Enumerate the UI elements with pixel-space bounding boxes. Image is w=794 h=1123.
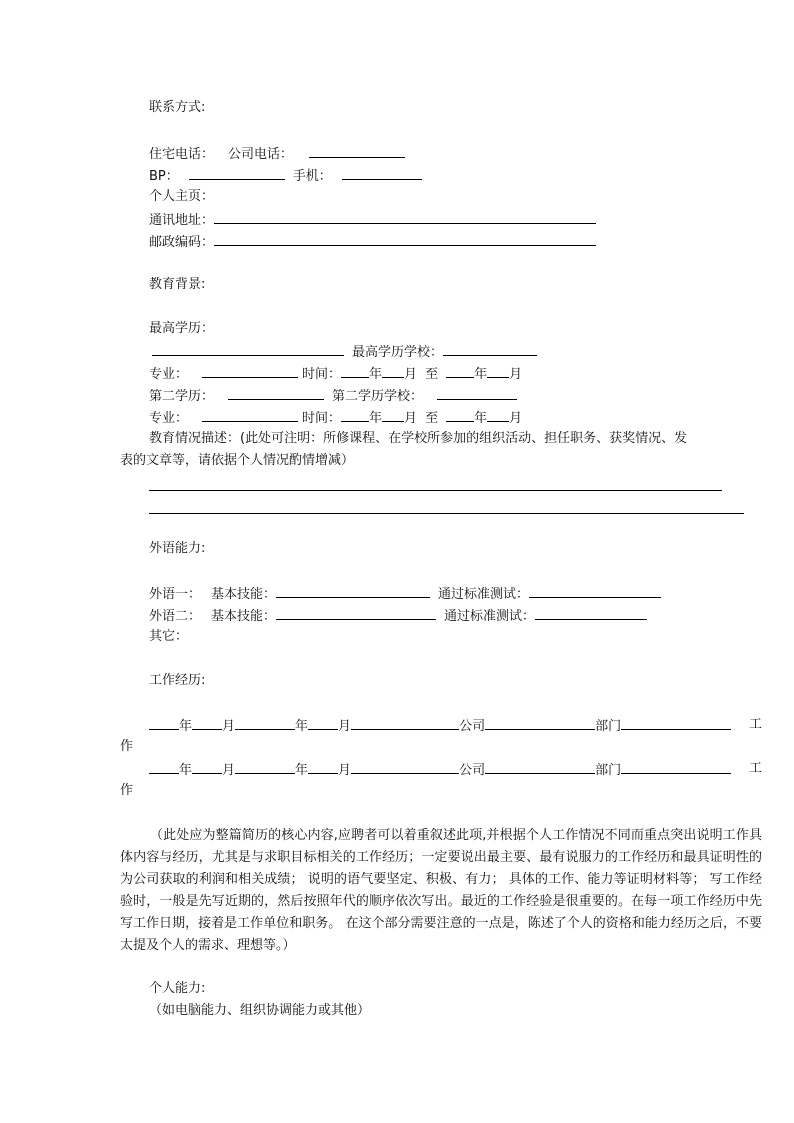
- education-desc-rule-2[interactable]: [149, 513, 744, 514]
- work-title-field[interactable]: [621, 717, 731, 730]
- test-label: 通过标准测试：: [438, 587, 530, 602]
- work-start-month-field[interactable]: [192, 761, 222, 774]
- second-degree-label: 第二学历：: [149, 389, 215, 404]
- to-label: 至: [425, 411, 439, 426]
- home-phone-label: 住宅电话：: [149, 147, 215, 162]
- year-label: 年: [474, 367, 488, 382]
- lang1-basic-field[interactable]: [276, 585, 430, 598]
- major-label: 专业：: [149, 411, 189, 426]
- work-company-field[interactable]: [351, 761, 459, 774]
- work-label-2a: 工: [749, 761, 763, 776]
- language-row-1: [149, 585, 661, 603]
- year-label: 年: [295, 763, 309, 778]
- basic-skill-label: 基本技能：: [211, 587, 277, 602]
- lang2-test-field[interactable]: [535, 607, 647, 620]
- work-end-year-field[interactable]: [265, 717, 295, 730]
- end-month-field[interactable]: [487, 409, 509, 422]
- work-end-month-field[interactable]: [308, 717, 338, 730]
- month-label: 月: [338, 719, 352, 734]
- company-phone-field[interactable]: [309, 145, 405, 158]
- work-dept-field[interactable]: [485, 761, 595, 774]
- highest-degree-field[interactable]: [152, 343, 344, 356]
- education-desc-line2: 表的文章等，请依据个人情况酌情增减）: [120, 453, 355, 468]
- postcode-field[interactable]: [214, 233, 596, 246]
- major-row-1: [149, 365, 522, 383]
- address-field[interactable]: [214, 211, 596, 224]
- highest-degree-label: 最高学历：: [149, 321, 215, 336]
- contact-heading: 联系方式:: [149, 100, 206, 115]
- company-phone-label: 公司电话：: [228, 147, 294, 162]
- work-title-field[interactable]: [621, 761, 731, 774]
- address-label: 通讯地址：: [149, 213, 215, 228]
- company-label: 公司: [459, 719, 486, 734]
- work-end-month-field[interactable]: [308, 761, 338, 774]
- work-label-1b: 作: [120, 739, 134, 754]
- time-label: 时间：: [302, 411, 342, 426]
- dept-label: 部门: [595, 763, 622, 778]
- test-label: 通过标准测试：: [444, 609, 536, 624]
- work-start-year-field[interactable]: [149, 717, 179, 730]
- year-label: 年: [295, 719, 309, 734]
- work-description: （此处应为整篇简历的核心内容,应聘者可以着重叙述此项,并根据个人工作情况不同而重点突出说明工作具体内容与经历，尤其是与求职目标相关的工作经历；一定要说出最主要、最有说服力的工作经历和最具证明性的为公司获取的利润和相关成绩； 说明的语气要坚定、积极、有力； 具体的工作、能力等证明材料等； 写工作经验时，一般是先写近期的，然后按照年代的顺序依次写出。最近的工作经验是很重要的。在每一项工作经历中先写工作日期，接着是工作单位和职务。 在这个部分需要注意的一点是，陈述了个人的资格和能力经历之后，不要太提及个人的需求、理想等。）: [120, 828, 762, 953]
- bp-field[interactable]: [189, 167, 285, 180]
- month-label: 月: [509, 411, 523, 426]
- start-month-field[interactable]: [382, 365, 404, 378]
- major-label: 专业：: [149, 367, 189, 382]
- month-label: 月: [404, 411, 418, 426]
- company-label: 公司: [459, 763, 486, 778]
- start-month-field[interactable]: [382, 409, 404, 422]
- work-company-field[interactable]: [351, 717, 459, 730]
- second-degree-field[interactable]: [228, 387, 324, 400]
- start-year-field[interactable]: [341, 409, 369, 422]
- month-label: 月: [338, 763, 352, 778]
- mobile-label: 手机：: [292, 169, 332, 184]
- lang1-test-field[interactable]: [529, 585, 661, 598]
- month-label: 月: [222, 763, 236, 778]
- lang2-basic-field[interactable]: [276, 607, 436, 620]
- month-label: 月: [509, 367, 523, 382]
- major-field[interactable]: [202, 365, 298, 378]
- second-degree-row: [149, 387, 517, 405]
- work-end-year-field[interactable]: [265, 761, 295, 774]
- start-year-field[interactable]: [341, 365, 369, 378]
- ability-heading: 个人能力:: [149, 981, 206, 996]
- basic-skill-label: 基本技能：: [211, 609, 277, 624]
- month-label: 月: [222, 719, 236, 734]
- time-label: 时间：: [302, 367, 342, 382]
- education-desc-rule-1[interactable]: [149, 490, 722, 491]
- work-label-2b: 作: [120, 783, 134, 798]
- work-dash: [235, 717, 265, 730]
- home-phone-row: [149, 145, 405, 163]
- work-start-month-field[interactable]: [192, 717, 222, 730]
- work-heading: 工作经历:: [149, 673, 206, 688]
- education-heading: 教育背景:: [149, 277, 206, 292]
- month-label: 月: [404, 367, 418, 382]
- end-year-field[interactable]: [446, 409, 474, 422]
- year-label: 年: [369, 367, 383, 382]
- work-dash: [235, 761, 265, 774]
- work-entry-2: [149, 761, 731, 779]
- language-row-2: [149, 607, 647, 625]
- language-other-label: 其它：: [149, 629, 189, 644]
- year-label: 年: [474, 411, 488, 426]
- work-entry-1: [149, 717, 731, 735]
- work-label-1a: 工: [749, 717, 763, 732]
- major-field[interactable]: [202, 409, 298, 422]
- end-month-field[interactable]: [487, 365, 509, 378]
- postcode-row: [149, 233, 596, 251]
- work-start-year-field[interactable]: [149, 761, 179, 774]
- address-row: [149, 211, 596, 229]
- bp-row: [149, 167, 422, 185]
- highest-school-field[interactable]: [443, 343, 537, 356]
- lang1-label: 外语一：: [149, 587, 202, 602]
- year-label: 年: [179, 763, 193, 778]
- year-label: 年: [179, 719, 193, 734]
- education-desc-line1: 教育情况描述：(此处可注明：所修课程、在学校所参加的组织活动、担任职务、获奖情况、发: [149, 431, 688, 446]
- lang2-label: 外语二：: [149, 609, 202, 624]
- end-year-field[interactable]: [446, 365, 474, 378]
- ability-note: （如电脑能力、组织协调能力或其他）: [149, 1003, 371, 1018]
- dept-label: 部门: [595, 719, 622, 734]
- second-school-label: 第二学历学校：: [332, 389, 424, 404]
- year-label: 年: [369, 411, 383, 426]
- bp-label: BP：: [149, 169, 179, 184]
- postcode-label: 邮政编码：: [149, 235, 215, 250]
- homepage-label: 个人主页：: [149, 189, 215, 204]
- major-row-2: [149, 409, 522, 427]
- highest-degree-row: [152, 343, 537, 361]
- highest-school-label: 最高学历学校：: [352, 345, 444, 360]
- to-label: 至: [425, 367, 439, 382]
- work-dept-field[interactable]: [485, 717, 595, 730]
- language-heading: 外语能力:: [149, 541, 206, 556]
- mobile-field[interactable]: [342, 167, 422, 180]
- second-school-field[interactable]: [437, 387, 517, 400]
